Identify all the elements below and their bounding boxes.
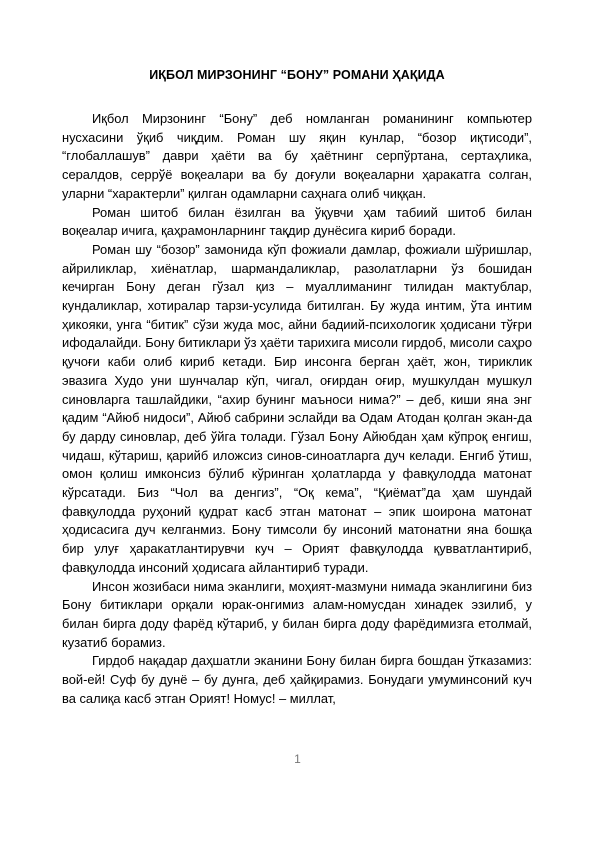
page-title: ИҚБОЛ МИРЗОНИНГ “БОНУ” РОМАНИ ҲАҚИДА	[149, 68, 445, 82]
document-page	[62, 66, 532, 709]
paragraph: Роман шу “бозор” замонида кўп фожиали дамлар, фожиали шўришлар, айриликлар, хиёнатлар, шармандаликлар, разолатларни ўз бошидан кечирган Бону деган гўзал қиз – муаллиманинг тилидан мактублар, кундаликлар, хотиралар тарзи-усулида битилган. Бу жуда интим, ўта интим ҳикояки, унга “битик” сўзи жуда мос, айни бадиий-психологик ҳодисани тўғри ифодалайди. Бону битиклари ўз ҳаёти тарихига мисоли гирдоб, мисоли саҳро қучоғи каби олиб кириб кетади. Бир инсонга берган ҳаёт, жон, тириклик эвазига Худо уни шунчалар кўп, чигал, оғирдан оғир, мушкулдан мушкул синовларга ташлайдики, “ахир бунинг маъноси нима?” – деб, киши яна энг қадим “Айюб нидоси”, Айюб сабрини эслайди ва Одам Атодан қолган экан-да бу дарду синовлар, деб ўйга толади. Гўзал Бону Айюбдан ҳам кўпроқ енгиш, чидаш, кўтариш, қарийб иложсиз синов-синоатларга дуч келади. Енгиб ўтиш, омон қолиш имконсиз бўлиб кўринган ҳолатларда у фавқулодда матонат кўрсатади. Биз “Чол ва денгиз”, “Оқ кема”, “Қиёмат”да ҳам шундай фавқулодда руҳоний қудрат касб этган матонат – эпик шоирона матонат ҳодисасига дуч келганмиз. Бону тимсоли бу инсоний матонатни яна бошқа бир улуғ ҳаракатлантирувчи куч – Орият фавқулодда қувватлантириб, фавқулодда инсоний ҳодисага айлантириб туради.	[62, 241, 532, 575]
page-number: 1	[294, 752, 301, 766]
paragraph: Инсон жозибаси нима эканлиги, моҳият-мазмуни нимада эканлигини биз Бону битиклари орқали юрак-онгимиз алам-номусдан хинадек эзилиб, у билан бирга доду фарёд кўтариб, у билан бирга доду фарёдимизга етолмай, кузатиб борамиз.	[62, 578, 532, 650]
paragraph: Гирдоб нақадар даҳшатли эканини Бону билан бирга бошдан ўтказамиз: вой-ей! Суф бу дунё – бу дунга, деб ҳайқирамиз. Бонудаги умуминсоний куч ва салиқа касб этган Орият! Номус! – миллат,	[62, 653, 532, 706]
paragraph: Иқбол Мирзонинг “Бону” деб номланган романининг компьютер нусхасини ўқиб чиқдим. Роман шу яқин кунлар, “бозор иқтисоди”, “глобаллашув” даври ҳаёти ва бу ҳаётнинг серпўртана, сертаҳлика, сералдов, серрўё воқеалари ва бу доғули воқеаларни ҳаракатга солган, уларни “характерли” қилган одамларни саҳнага олиб чиққан.	[62, 111, 532, 201]
paragraph: Роман шитоб билан ёзилган ва ўқувчи ҳам табиий шитоб билан воқеалар ичига, қаҳрамонларнинг тақдир дунёсига кириб боради.	[62, 204, 532, 239]
